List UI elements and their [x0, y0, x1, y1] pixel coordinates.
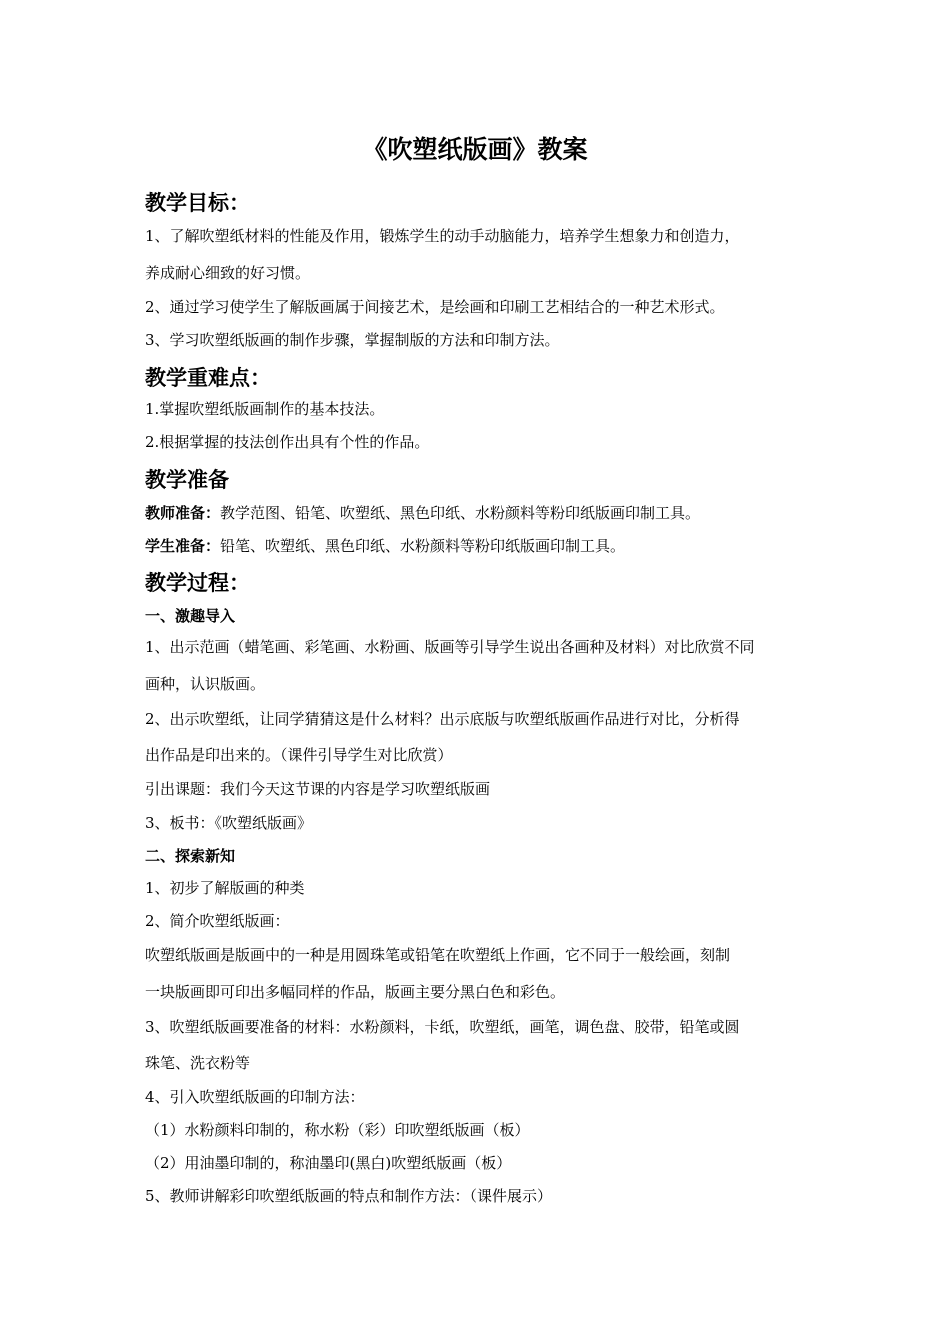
part2-line-9: （2）用油墨印制的，称油墨印(黑白)吹塑纸版画（板） — [145, 1154, 512, 1172]
student-preparation — [145, 536, 810, 556]
student-preparation-label: 学生准备： — [145, 537, 221, 555]
objectives-line-4: 3、学习吹塑纸版画的制作步骤，掌握制版的方法和印制方法。 — [145, 331, 560, 349]
objectives-heading: 教学目标： — [145, 191, 250, 215]
part2-line-10: 5、教师讲解彩印吹塑纸版画的特点和制作方法：（课件展示） — [145, 1187, 553, 1205]
part2-line-1: 1、初步了解版画的种类 — [145, 879, 305, 897]
part1-line-6: 3、板书：《吹塑纸版画》 — [145, 814, 313, 832]
objectives-line-2: 养成耐心细致的好习惯。 — [145, 264, 311, 282]
key-points-line-1: 1.掌握吹塑纸版画制作的基本技法。 — [145, 400, 385, 418]
part2-line-5: 3、吹塑纸版画要准备的材料：水粉颜料，卡纸，吹塑纸，画笔，调色盘、胶带，铅笔或圆 — [145, 1018, 740, 1036]
objectives-line-1: 1、了解吹塑纸材料的性能及作用，锻炼学生的动手动脑能力，培养学生想象力和创造力， — [145, 227, 740, 245]
key-points-heading: 教学重难点： — [145, 366, 271, 390]
preparation-heading: 教学准备 — [145, 468, 229, 492]
process-heading: 教学过程： — [145, 571, 250, 595]
teacher-preparation — [145, 503, 810, 523]
part1-line-1: 1、出示范画（蜡笔画、彩笔画、水粉画、版画等引导学生说出各画种及材料）对比欣赏不同 — [145, 638, 755, 656]
part2-heading: 二、探索新知 — [145, 847, 236, 865]
document-title: 《吹塑纸版画》教案 — [362, 135, 588, 164]
teacher-preparation-text: 教学范图、铅笔、吹塑纸、黑色印纸、水粉颜料等粉印纸版画印制工具。 — [220, 504, 701, 522]
part2-line-6: 珠笔、洗衣粉等 — [145, 1054, 251, 1072]
part1-line-5: 引出课题：我们今天这节课的内容是学习吹塑纸版画 — [145, 780, 491, 798]
part1-heading: 一、激趣导入 — [145, 607, 236, 625]
part1-line-2: 画种，认识版画。 — [145, 675, 266, 693]
part2-line-8: （1）水粉颜料印制的，称水粉（彩）印吹塑纸版画（板） — [145, 1121, 530, 1139]
part1-line-3: 2、出示吹塑纸，让同学猜猜这是什么材料？出示底版与吹塑纸版画作品进行对比，分析得 — [145, 710, 740, 728]
objectives-line-3: 2、通过学习使学生了解版画属于间接艺术，是绘画和印刷工艺相结合的一种艺术形式。 — [145, 298, 725, 316]
part2-line-2: 2、简介吹塑纸版画： — [145, 912, 290, 930]
part2-line-3: 吹塑纸版画是版画中的一种是用圆珠笔或铅笔在吹塑纸上作画，它不同于一般绘画，刻制 — [145, 946, 731, 964]
key-points-line-2: 2.根据掌握的技法创作出具有个性的作品。 — [145, 433, 430, 451]
student-preparation-text: 铅笔、吹塑纸、黑色印纸、水粉颜料等粉印纸版画印制工具。 — [220, 537, 626, 555]
part1-line-4: 出作品是印出来的。（课件引导学生对比欣赏） — [145, 746, 453, 764]
part2-line-4: 一块版画即可印出多幅同样的作品，版画主要分黑白色和彩色。 — [145, 983, 566, 1001]
teacher-preparation-label: 教师准备： — [145, 504, 221, 522]
part2-line-7: 4、引入吹塑纸版画的印制方法： — [145, 1088, 365, 1106]
